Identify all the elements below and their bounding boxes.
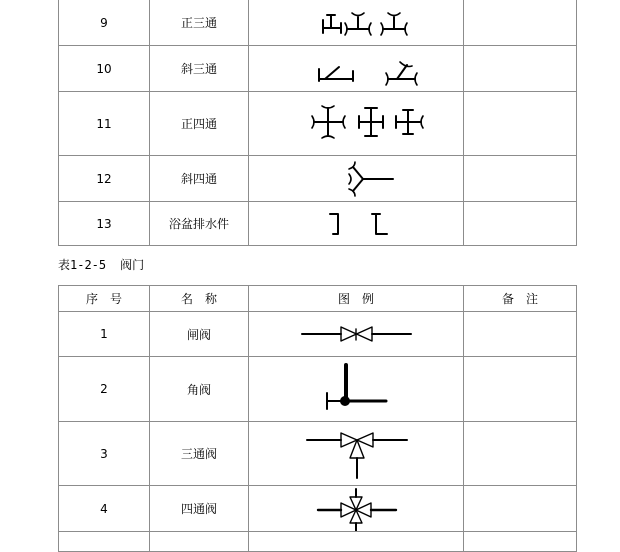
four-way-valve-icon bbox=[249, 487, 463, 531]
table-header-row bbox=[59, 286, 577, 312]
angle-valve-symbol bbox=[249, 357, 464, 422]
gate-valve-icon bbox=[249, 314, 463, 354]
row-name: 角阀 bbox=[150, 357, 249, 422]
row-symbol bbox=[249, 532, 464, 552]
remark-cell bbox=[464, 422, 577, 486]
table-row bbox=[59, 202, 577, 246]
row-number: 3 bbox=[59, 422, 150, 486]
row-name: 正四通 bbox=[150, 92, 249, 156]
remark-cell bbox=[464, 92, 577, 156]
table-row bbox=[59, 92, 577, 156]
row-name: 三通阀 bbox=[150, 422, 249, 486]
header-remark: 备 注 bbox=[464, 286, 577, 312]
remark-cell bbox=[464, 0, 577, 46]
row-number: 9 bbox=[59, 0, 150, 46]
table-row bbox=[59, 0, 577, 46]
tee-straight-symbols bbox=[249, 0, 464, 46]
table-title: 阀门 bbox=[120, 258, 145, 272]
row-name: 斜三通 bbox=[150, 46, 249, 92]
row-number bbox=[59, 532, 150, 552]
table-code: 表1-2-5 bbox=[58, 258, 107, 272]
table-row bbox=[59, 156, 577, 202]
remark-cell bbox=[464, 357, 577, 422]
row-number: 1 bbox=[59, 312, 150, 357]
remark-cell bbox=[464, 486, 577, 532]
three-way-valve-symbol bbox=[249, 422, 464, 486]
row-name: 闸阀 bbox=[150, 312, 249, 357]
tee-oblique-symbols bbox=[249, 46, 464, 92]
tee-oblique-icon bbox=[249, 49, 463, 89]
row-name bbox=[150, 532, 249, 552]
remark-cell bbox=[464, 312, 577, 357]
remark-cell bbox=[464, 532, 577, 552]
cross-straight-symbols bbox=[249, 92, 464, 156]
four-way-valve-symbol bbox=[249, 486, 464, 532]
angle-valve-icon bbox=[249, 359, 463, 419]
cross-oblique-symbol bbox=[249, 156, 464, 202]
remark-cell bbox=[464, 46, 577, 92]
fittings-table bbox=[58, 0, 577, 246]
header-number: 序 号 bbox=[59, 286, 150, 312]
table-row bbox=[59, 422, 577, 486]
table-row bbox=[59, 357, 577, 422]
valve-table bbox=[58, 285, 577, 552]
table-row bbox=[59, 532, 577, 552]
row-name: 四通阀 bbox=[150, 486, 249, 532]
row-name: 斜四通 bbox=[150, 156, 249, 202]
table-row bbox=[59, 486, 577, 532]
remark-cell bbox=[464, 202, 577, 246]
cross-straight-icon bbox=[249, 96, 463, 152]
tee-straight-icon bbox=[249, 3, 463, 43]
row-number: 13 bbox=[59, 202, 150, 246]
row-name: 正三通 bbox=[150, 0, 249, 46]
header-symbol: 图 例 bbox=[249, 286, 464, 312]
row-number: 12 bbox=[59, 156, 150, 202]
bathtub-drain-symbols bbox=[249, 202, 464, 246]
table-caption bbox=[58, 256, 144, 273]
row-name: 浴盆排水件 bbox=[150, 202, 249, 246]
table-row bbox=[59, 312, 577, 357]
remark-cell bbox=[464, 156, 577, 202]
three-way-valve-icon bbox=[249, 424, 463, 484]
gate-valve-symbol bbox=[249, 312, 464, 357]
row-number: 10 bbox=[59, 46, 150, 92]
cross-oblique-icon bbox=[249, 159, 463, 199]
row-number: 2 bbox=[59, 357, 150, 422]
bathtub-drain-icon bbox=[249, 204, 463, 244]
header-name: 名 称 bbox=[150, 286, 249, 312]
row-number: 11 bbox=[59, 92, 150, 156]
row-number: 4 bbox=[59, 486, 150, 532]
table-row bbox=[59, 46, 577, 92]
